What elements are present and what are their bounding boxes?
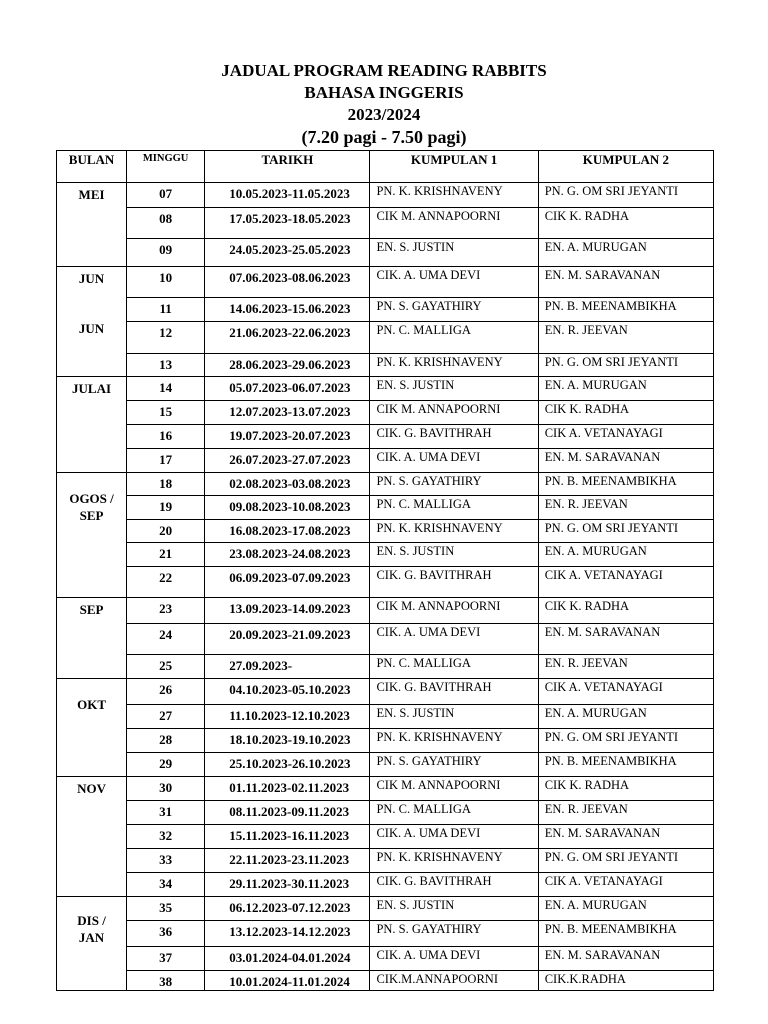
- month-cell: [57, 679, 127, 777]
- minggu-cell: 29: [127, 753, 205, 777]
- month-cell: NOV: [57, 777, 127, 897]
- kumpulan-1-cell: CIK.M.ANNAPOORNI: [370, 971, 538, 991]
- kumpulan-1-cell: PN. C. MALLIGA: [370, 801, 538, 825]
- minggu-cell: 26: [127, 679, 205, 705]
- kumpulan-2-cell: PN. G. OM SRI JEYANTI: [538, 729, 713, 753]
- header-bulan: BULAN: [57, 151, 127, 183]
- tarikh-cell: 02.08.2023-03.08.2023: [205, 473, 370, 496]
- minggu-cell: 34: [127, 873, 205, 897]
- document-time: (7.20 pagi - 7.50 pagi): [301, 127, 467, 147]
- kumpulan-2-cell: EN. A. MURUGAN: [538, 897, 713, 921]
- tarikh-cell: 11.10.2023-12.10.2023: [205, 705, 370, 729]
- minggu-cell: 14: [127, 377, 205, 401]
- minggu-cell: 24: [127, 624, 205, 655]
- kumpulan-1-cell: CIK. G. BAVITHRAH: [370, 873, 538, 897]
- kumpulan-1-cell: CIK. A. UMA DEVI: [370, 947, 538, 971]
- kumpulan-1-cell: EN. S. JUSTIN: [370, 705, 538, 729]
- minggu-cell: 17: [127, 449, 205, 473]
- minggu-cell: 10: [127, 267, 205, 298]
- kumpulan-1-cell: PN. S. GAYATHIRY: [370, 473, 538, 496]
- kumpulan-1-cell: CIK. G. BAVITHRAH: [370, 567, 538, 598]
- tarikh-cell: 10.05.2023-11.05.2023: [205, 183, 370, 208]
- table-row: [57, 624, 714, 655]
- header-tarikh: TARIKH: [205, 151, 370, 183]
- kumpulan-2-cell: PN. B. MEENAMBIKHA: [538, 921, 713, 947]
- month-cell: MEI: [57, 183, 127, 267]
- tarikh-cell: 24.05.2023-25.05.2023: [205, 239, 370, 267]
- minggu-cell: 12: [127, 322, 205, 354]
- kumpulan-1-cell: PN. S. GAYATHIRY: [370, 753, 538, 777]
- month-label-jun: JUN: [78, 321, 105, 336]
- kumpulan-1-cell: EN. S. JUSTIN: [370, 897, 538, 921]
- table-row: [57, 777, 714, 801]
- minggu-cell: 15: [127, 401, 205, 425]
- tarikh-cell: 01.11.2023-02.11.2023: [205, 777, 370, 801]
- month-cell: [57, 267, 127, 377]
- header-kumpulan-1: KUMPULAN 1: [370, 151, 538, 183]
- month-label-dis-jan: DIS / JAN: [77, 913, 106, 945]
- minggu-cell: 07: [127, 183, 205, 208]
- table-row: [57, 567, 714, 598]
- kumpulan-2-cell: EN. R. JEEVAN: [538, 801, 713, 825]
- month-label-okt: OKT: [77, 697, 106, 712]
- kumpulan-2-cell: PN. G. OM SRI JEYANTI: [538, 354, 713, 377]
- minggu-cell: 09: [127, 239, 205, 267]
- kumpulan-2-cell: EN. M. SARAVANAN: [538, 267, 713, 298]
- table-row: [57, 825, 714, 849]
- kumpulan-1-cell: PN. K. KRISHNAVENY: [370, 520, 538, 543]
- table-row: [57, 473, 714, 496]
- table-row: [57, 598, 714, 624]
- minggu-cell: 31: [127, 801, 205, 825]
- kumpulan-2-cell: EN. A. MURUGAN: [538, 543, 713, 567]
- tarikh-cell: 13.09.2023-14.09.2023: [205, 598, 370, 624]
- kumpulan-2-cell: EN. A. MURUGAN: [538, 377, 713, 401]
- tarikh-cell: 14.06.2023-15.06.2023: [205, 298, 370, 322]
- minggu-cell: 11: [127, 298, 205, 322]
- minggu-cell: 32: [127, 825, 205, 849]
- kumpulan-2-cell: PN. B. MEENAMBIKHA: [538, 753, 713, 777]
- tarikh-cell: 23.08.2023-24.08.2023: [205, 543, 370, 567]
- kumpulan-2-cell: CIK K. RADHA: [538, 777, 713, 801]
- document-subject: BAHASA INGGERIS: [304, 83, 464, 102]
- tarikh-cell: 22.11.2023-23.11.2023: [205, 849, 370, 873]
- tarikh-cell: 18.10.2023-19.10.2023: [205, 729, 370, 753]
- month-cell: [57, 897, 127, 991]
- kumpulan-2-cell: CIK K. RADHA: [538, 598, 713, 624]
- table-row: [57, 873, 714, 897]
- minggu-cell: 08: [127, 208, 205, 239]
- kumpulan-2-cell: CIK K. RADHA: [538, 208, 713, 239]
- tarikh-cell: 19.07.2023-20.07.2023: [205, 425, 370, 449]
- table-row: [57, 679, 714, 705]
- tarikh-cell: 28.06.2023-29.06.2023: [205, 354, 370, 377]
- kumpulan-2-cell: PN. G. OM SRI JEYANTI: [538, 183, 713, 208]
- minggu-cell: 16: [127, 425, 205, 449]
- document-header: [0, 60, 768, 148]
- table-row: [57, 208, 714, 239]
- table-row: [57, 801, 714, 825]
- kumpulan-1-cell: EN. S. JUSTIN: [370, 377, 538, 401]
- document-year: 2023/2024: [347, 105, 421, 124]
- kumpulan-2-cell: PN. G. OM SRI JEYANTI: [538, 520, 713, 543]
- tarikh-cell: 06.09.2023-07.09.2023: [205, 567, 370, 598]
- table-row: [57, 354, 714, 377]
- kumpulan-2-cell: CIK.K.RADHA: [538, 971, 713, 991]
- minggu-cell: 30: [127, 777, 205, 801]
- minggu-cell: 19: [127, 496, 205, 520]
- minggu-cell: 25: [127, 655, 205, 679]
- tarikh-cell: 29.11.2023-30.11.2023: [205, 873, 370, 897]
- minggu-cell: 28: [127, 729, 205, 753]
- kumpulan-1-cell: PN. K. KRISHNAVENY: [370, 849, 538, 873]
- kumpulan-1-cell: CIK. G. BAVITHRAH: [370, 425, 538, 449]
- kumpulan-1-cell: CIK. A. UMA DEVI: [370, 624, 538, 655]
- kumpulan-1-cell: PN. C. MALLIGA: [370, 322, 538, 354]
- tarikh-cell: 13.12.2023-14.12.2023: [205, 921, 370, 947]
- table-row: [57, 971, 714, 991]
- document-title: JADUAL PROGRAM READING RABBITS: [221, 61, 547, 80]
- table-row: [57, 183, 714, 208]
- tarikh-cell: 16.08.2023-17.08.2023: [205, 520, 370, 543]
- minggu-cell: 23: [127, 598, 205, 624]
- table-row: [57, 705, 714, 729]
- tarikh-cell: 03.01.2024-04.01.2024: [205, 947, 370, 971]
- table-header-row: [57, 151, 714, 183]
- kumpulan-1-cell: PN. K. KRISHNAVENY: [370, 729, 538, 753]
- kumpulan-2-cell: EN. R. JEEVAN: [538, 655, 713, 679]
- table-row: [57, 921, 714, 947]
- kumpulan-1-cell: CIK M. ANNAPOORNI: [370, 208, 538, 239]
- kumpulan-2-cell: EN. R. JEEVAN: [538, 496, 713, 520]
- month-cell: SEP: [57, 598, 127, 679]
- kumpulan-2-cell: CIK A. VETANAYAGI: [538, 873, 713, 897]
- minggu-cell: 20: [127, 520, 205, 543]
- kumpulan-2-cell: EN. A. MURUGAN: [538, 239, 713, 267]
- table-row: [57, 496, 714, 520]
- header-kumpulan-2: KUMPULAN 2: [538, 151, 713, 183]
- schedule-table: [56, 150, 714, 991]
- tarikh-cell: 21.06.2023-22.06.2023: [205, 322, 370, 354]
- kumpulan-2-cell: EN. M. SARAVANAN: [538, 449, 713, 473]
- table-row: [57, 543, 714, 567]
- kumpulan-2-cell: EN. M. SARAVANAN: [538, 825, 713, 849]
- kumpulan-2-cell: EN. M. SARAVANAN: [538, 624, 713, 655]
- kumpulan-2-cell: PN. G. OM SRI JEYANTI: [538, 849, 713, 873]
- kumpulan-1-cell: CIK M. ANNAPOORNI: [370, 401, 538, 425]
- minggu-cell: 37: [127, 947, 205, 971]
- table-row: [57, 897, 714, 921]
- tarikh-cell: 12.07.2023-13.07.2023: [205, 401, 370, 425]
- tarikh-cell: 27.09.2023-: [205, 655, 370, 679]
- table-row: [57, 239, 714, 267]
- table-row: [57, 425, 714, 449]
- kumpulan-1-cell: EN. S. JUSTIN: [370, 543, 538, 567]
- kumpulan-2-cell: EN. M. SARAVANAN: [538, 947, 713, 971]
- kumpulan-2-cell: PN. B. MEENAMBIKHA: [538, 473, 713, 496]
- month-cell: JULAI: [57, 377, 127, 473]
- kumpulan-2-cell: CIK K. RADHA: [538, 401, 713, 425]
- kumpulan-1-cell: EN. S. JUSTIN: [370, 239, 538, 267]
- minggu-cell: 18: [127, 473, 205, 496]
- tarikh-cell: 04.10.2023-05.10.2023: [205, 679, 370, 705]
- kumpulan-1-cell: CIK. A. UMA DEVI: [370, 449, 538, 473]
- tarikh-cell: 25.10.2023-26.10.2023: [205, 753, 370, 777]
- minggu-cell: 21: [127, 543, 205, 567]
- minggu-cell: 36: [127, 921, 205, 947]
- kumpulan-1-cell: CIK. A. UMA DEVI: [370, 267, 538, 298]
- minggu-cell: 22: [127, 567, 205, 598]
- kumpulan-1-cell: CIK. A. UMA DEVI: [370, 825, 538, 849]
- kumpulan-2-cell: EN. R. JEEVAN: [538, 322, 713, 354]
- tarikh-cell: 26.07.2023-27.07.2023: [205, 449, 370, 473]
- minggu-cell: 27: [127, 705, 205, 729]
- kumpulan-2-cell: PN. B. MEENAMBIKHA: [538, 298, 713, 322]
- table-row: [57, 947, 714, 971]
- kumpulan-1-cell: CIK. G. BAVITHRAH: [370, 679, 538, 705]
- tarikh-cell: 15.11.2023-16.11.2023: [205, 825, 370, 849]
- tarikh-cell: 06.12.2023-07.12.2023: [205, 897, 370, 921]
- table-row: [57, 655, 714, 679]
- tarikh-cell: 05.07.2023-06.07.2023: [205, 377, 370, 401]
- table-row: [57, 520, 714, 543]
- kumpulan-2-cell: CIK A. VETANAYAGI: [538, 425, 713, 449]
- kumpulan-1-cell: CIK M. ANNAPOORNI: [370, 598, 538, 624]
- month-cell: [57, 473, 127, 598]
- tarikh-cell: 07.06.2023-08.06.2023: [205, 267, 370, 298]
- table-row: [57, 449, 714, 473]
- table-row: [57, 401, 714, 425]
- minggu-cell: 13: [127, 354, 205, 377]
- table-row: [57, 267, 714, 298]
- kumpulan-1-cell: PN. C. MALLIGA: [370, 655, 538, 679]
- month-label-ogos-sep: OGOS / SEP: [69, 491, 114, 523]
- tarikh-cell: 20.09.2023-21.09.2023: [205, 624, 370, 655]
- kumpulan-2-cell: EN. A. MURUGAN: [538, 705, 713, 729]
- minggu-cell: 38: [127, 971, 205, 991]
- kumpulan-1-cell: PN. K. KRISHNAVENY: [370, 354, 538, 377]
- tarikh-cell: 17.05.2023-18.05.2023: [205, 208, 370, 239]
- minggu-cell: 33: [127, 849, 205, 873]
- table-row: [57, 849, 714, 873]
- table-row: [57, 753, 714, 777]
- kumpulan-1-cell: CIK M. ANNAPOORNI: [370, 777, 538, 801]
- month-label-jun: JUN: [78, 271, 105, 286]
- kumpulan-2-cell: CIK A. VETANAYAGI: [538, 679, 713, 705]
- table-row: [57, 298, 714, 322]
- kumpulan-1-cell: PN. S. GAYATHIRY: [370, 921, 538, 947]
- tarikh-cell: 08.11.2023-09.11.2023: [205, 801, 370, 825]
- kumpulan-1-cell: PN. K. KRISHNAVENY: [370, 183, 538, 208]
- header-minggu: MINGGU: [127, 151, 205, 183]
- tarikh-cell: 10.01.2024-11.01.2024: [205, 971, 370, 991]
- table-row: [57, 729, 714, 753]
- kumpulan-1-cell: PN. S. GAYATHIRY: [370, 298, 538, 322]
- table-row: [57, 322, 714, 354]
- table-row: [57, 377, 714, 401]
- kumpulan-1-cell: PN. C. MALLIGA: [370, 496, 538, 520]
- tarikh-cell: 09.08.2023-10.08.2023: [205, 496, 370, 520]
- kumpulan-2-cell: CIK A. VETANAYAGI: [538, 567, 713, 598]
- minggu-cell: 35: [127, 897, 205, 921]
